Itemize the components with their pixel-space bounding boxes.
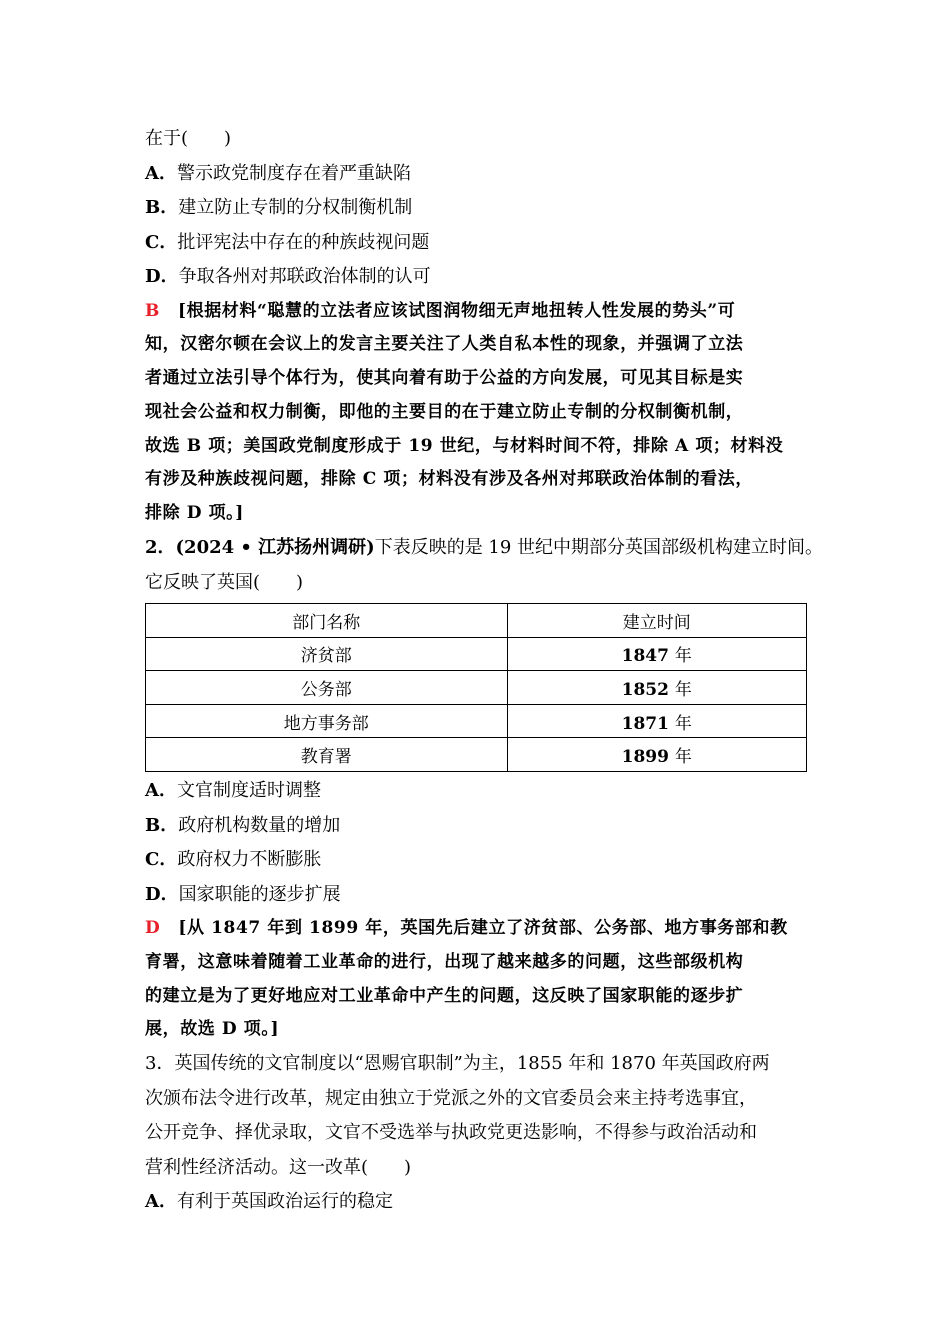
q2-stem-line: 2．(2024 • 江苏扬州调研)下表反映的是 19 世纪中期部分英国部级机构建立时间。	[145, 537, 824, 559]
table-cell-year: 1852 年	[507, 671, 807, 705]
option-text: 有利于英国政治运行的稳定	[176, 1191, 393, 1213]
option-text: 批评宪法中存在的种族歧视问题	[177, 231, 430, 253]
question-number: 2．	[145, 537, 176, 559]
table-row	[146, 637, 807, 671]
explanation-line: B [根据材料“聪慧的立法者应该试图润物细无声地扭转人性发展的势头”可	[145, 300, 736, 321]
option-letter: A．	[145, 162, 177, 184]
explanation-line: 排除 D 项。]	[145, 503, 244, 524]
option-text: 争取各州对邦联政治体制的认可	[178, 266, 431, 287]
explanation-line: 知，汉密尔顿在会议上的发言主要关注了人类自私本性的现象，并强调了立法	[145, 334, 744, 355]
q1-stem-tail: 在于( )	[145, 128, 232, 149]
option-letter: A．	[145, 780, 177, 802]
document-page	[145, 122, 824, 1220]
table-cell-name: 济贫部	[146, 637, 508, 671]
table-cell-name: 教育署	[146, 738, 508, 772]
option-text: 文官制度适时调整	[176, 780, 321, 802]
q1-option-d	[145, 260, 815, 295]
option-text: 国家职能的逐步扩展	[178, 883, 341, 905]
table-cell-name: 地方事务部	[146, 704, 508, 738]
q1-option-b	[145, 191, 815, 226]
q3-stem-line: 公开竞争、择优录取，文官不受选举与执政党更迭影响，不得参与政治活动和	[145, 1122, 757, 1144]
explanation-line: 的建立是为了更好地应对工业革命中产生的问题，这反映了国家职能的逐步扩	[145, 985, 744, 1006]
option-letter: D．	[145, 266, 179, 287]
explanation-line: 故选 B 项；美国政党制度形成于 19 世纪，与材料时间不符，排除 A 项；材料没	[145, 435, 784, 456]
table-cell-year: 1847 年	[507, 637, 807, 671]
answer-key: D	[145, 918, 161, 939]
table-header-cell: 建立时间	[507, 604, 807, 638]
option-letter: B．	[145, 814, 179, 836]
option-text: 警示政党制度存在着严重缺陷	[176, 162, 411, 184]
q2-option-d	[145, 878, 815, 913]
q1-option-c	[145, 226, 815, 261]
explanation-line: 现社会公益和权力制衡，即他的主要目的在于建立防止专制的分权制衡机制，	[145, 401, 744, 422]
explanation-line: 展，故选 D 项。]	[145, 1019, 280, 1040]
table-cell-year: 1871 年	[507, 704, 807, 738]
explanation-line: 育署，这意味着随着工业革命的进行，出现了越来越多的问题，这些部级机构	[145, 951, 744, 972]
option-letter: A．	[145, 1191, 177, 1213]
table-row	[146, 704, 807, 738]
table-row	[146, 671, 807, 705]
q2-stem-line: 它反映了英国( )	[145, 571, 304, 593]
q3-stem-line: 次颁布法令进行改革，规定由独立于党派之外的文官委员会来主持考选事宜，	[145, 1087, 757, 1109]
question-source: (2024 • 江苏扬州调研)	[175, 537, 375, 559]
table-header-cell: 部门名称	[146, 604, 508, 638]
q2-explanation	[145, 912, 815, 1047]
q1-option-a	[145, 157, 815, 192]
table-header-row	[146, 604, 807, 638]
option-letter: D．	[145, 883, 179, 905]
q1-explanation	[145, 295, 815, 532]
explanation-line: 者通过立法引导个体行为，使其向着有助于公益的方向发展，可见其目标是实	[145, 368, 744, 389]
q3-stem-line: 3．英国传统的文官制度以“恩赐官职制”为主，1855 年和 1870 年英国政府两	[145, 1053, 770, 1075]
table-row	[146, 738, 807, 772]
q2-option-b	[145, 809, 815, 844]
answer-key: B	[145, 300, 160, 321]
option-text: 政府机构数量的增加	[178, 814, 341, 836]
q2-option-a	[145, 774, 815, 809]
explanation-line: D [从 1847 年到 1899 年，英国先后建立了济贫部、公务部、地方事务部和教	[145, 918, 788, 939]
explanation-line: 有涉及种族歧视问题，排除 C 项；材料没有涉及各州对邦联政治体制的看法，	[145, 469, 753, 490]
q3-option-a	[145, 1185, 815, 1220]
q3-stem-line: 营利性经济活动。这一改革( )	[145, 1156, 412, 1178]
q2-option-c	[145, 843, 815, 878]
table-cell-year: 1899 年	[507, 738, 807, 772]
ministry-table	[145, 603, 807, 772]
table-cell-name: 公务部	[146, 671, 508, 705]
option-letter: C．	[145, 231, 178, 253]
option-text: 政府权力不断膨胀	[177, 849, 322, 871]
option-text: 建立防止专制的分权制衡机制	[178, 197, 413, 218]
option-letter: C．	[145, 849, 178, 871]
option-letter: B．	[145, 197, 179, 218]
